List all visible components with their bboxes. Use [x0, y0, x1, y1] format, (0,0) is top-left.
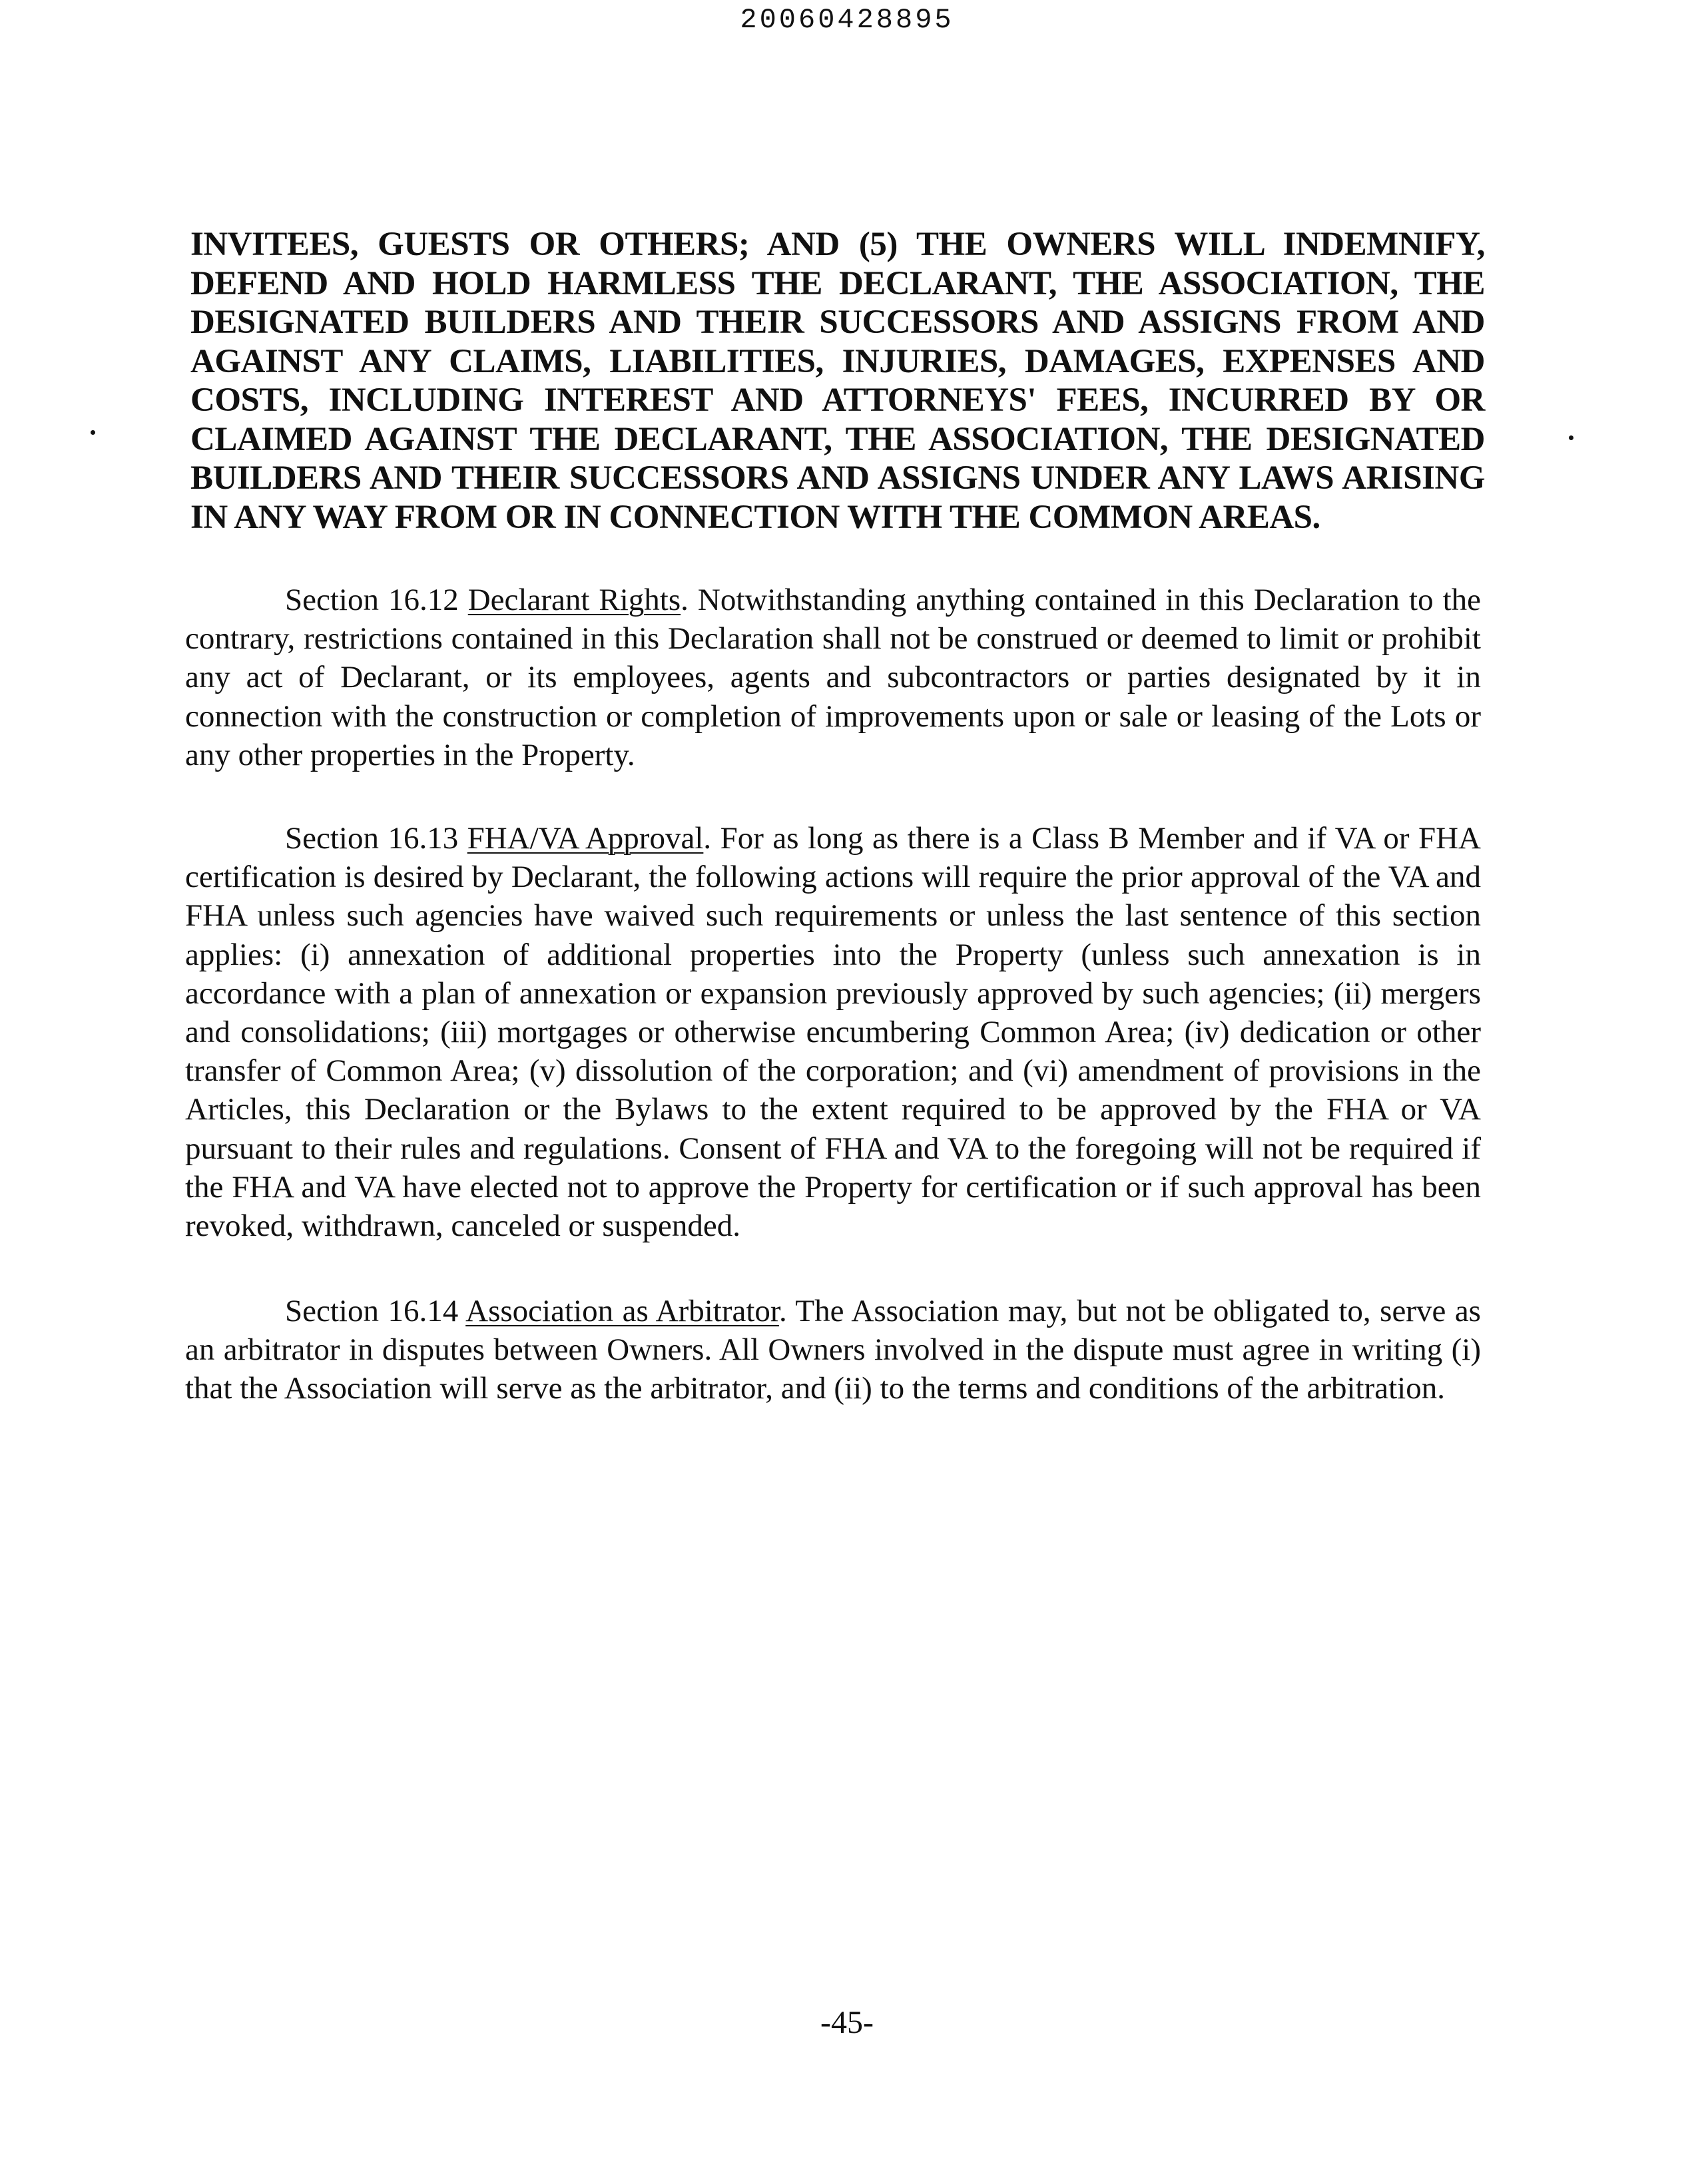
section-number: Section 16.12 — [285, 583, 459, 617]
section-body: . The Association may, but not be obligated to, serve as an arbitrator in disputes between Owners. All Owners involved in the dispute must agree in writing (i) that the Association will serve as the arbitrator, and (ii) to the terms and conditions of the arbitration. — [185, 1294, 1481, 1406]
section-heading: FHA/VA Approval — [467, 821, 704, 856]
section-heading: Association as Arbitrator — [465, 1294, 779, 1328]
section-body: . For as long as there is a Class B Member and if VA or FHA certification is desired by Declarant, the following actions will require the prior approval of the VA and FHA unless such agencies have waived such requirements or unless the last sentence of this section applies: (i) annexation of additional properties into the Property (unless such annexation is in accordance with a plan of annexation or expansion previously approved by such agencies; (ii) mergers and consolidations; (iii) mortgages or otherwise encumbering Common Area; (iv) dedication or other transfer of Common Area; (v) dissolution of the corporation; and (vi) amendment of provisions in the Articles, this Declaration or the Bylaws to the extent required to be approved by the FHA or VA pursuant to their rules and regulations. Consent of FHA and VA to the foregoing will not be required if the FHA and VA have elected not to approve the Property for certification or if such approval has been revoked, withdrawn, canceled or suspended. — [185, 821, 1481, 1244]
section-number: Section 16.14 — [285, 1294, 459, 1328]
section-heading: Declarant Rights — [467, 583, 681, 617]
left-margin-dot — [91, 430, 95, 435]
indemnity-caps-paragraph: INVITEES, GUESTS OR OTHERS; AND (5) THE OWNERS WILL INDEMNIFY, DEFEND AND HOLD HARMLESS THE DECLARANT, THE ASSOCIATION, THE DESIGNATED BUILDERS AND THEIR SUCCESSORS AND ASSIGNS FROM AND AGAINST ANY CLAIMS, LIABILITIES, INJURIES, DAMAGES, EXPENSES AND COSTS, INCLUDING INTEREST AND ATTORNEYS' FEES, INCURRED BY OR CLAIMED AGAINST THE DECLARANT, THE ASSOCIATION, THE DESIGNATED BUILDERS AND THEIR SUCCESSORS AND ASSIGNS UNDER ANY LAWS ARISING IN ANY WAY FROM OR IN CONNECTION WITH THE COMMON AREAS. — [190, 226, 1485, 536]
page-number: -45- — [820, 2005, 874, 2040]
section-16-13-paragraph — [185, 819, 1481, 1245]
section-body: . Notwithstanding anything contained in this Declaration to the contrary, restrictions contained in this Declaration shall not be construed or deemed to limit or prohibit any act of Declarant, or its employees, agents and subcontractors or parties designated by it in connection with the construction or completion of improvements upon or sale or leasing of the Lots or any other properties in the Property. — [185, 583, 1481, 772]
section-16-14-paragraph — [185, 1292, 1481, 1408]
section-16-12-paragraph — [185, 581, 1481, 774]
section-number: Section 16.13 — [285, 821, 459, 856]
right-margin-dot — [1569, 435, 1573, 440]
document-number: 20060428895 — [740, 4, 954, 36]
